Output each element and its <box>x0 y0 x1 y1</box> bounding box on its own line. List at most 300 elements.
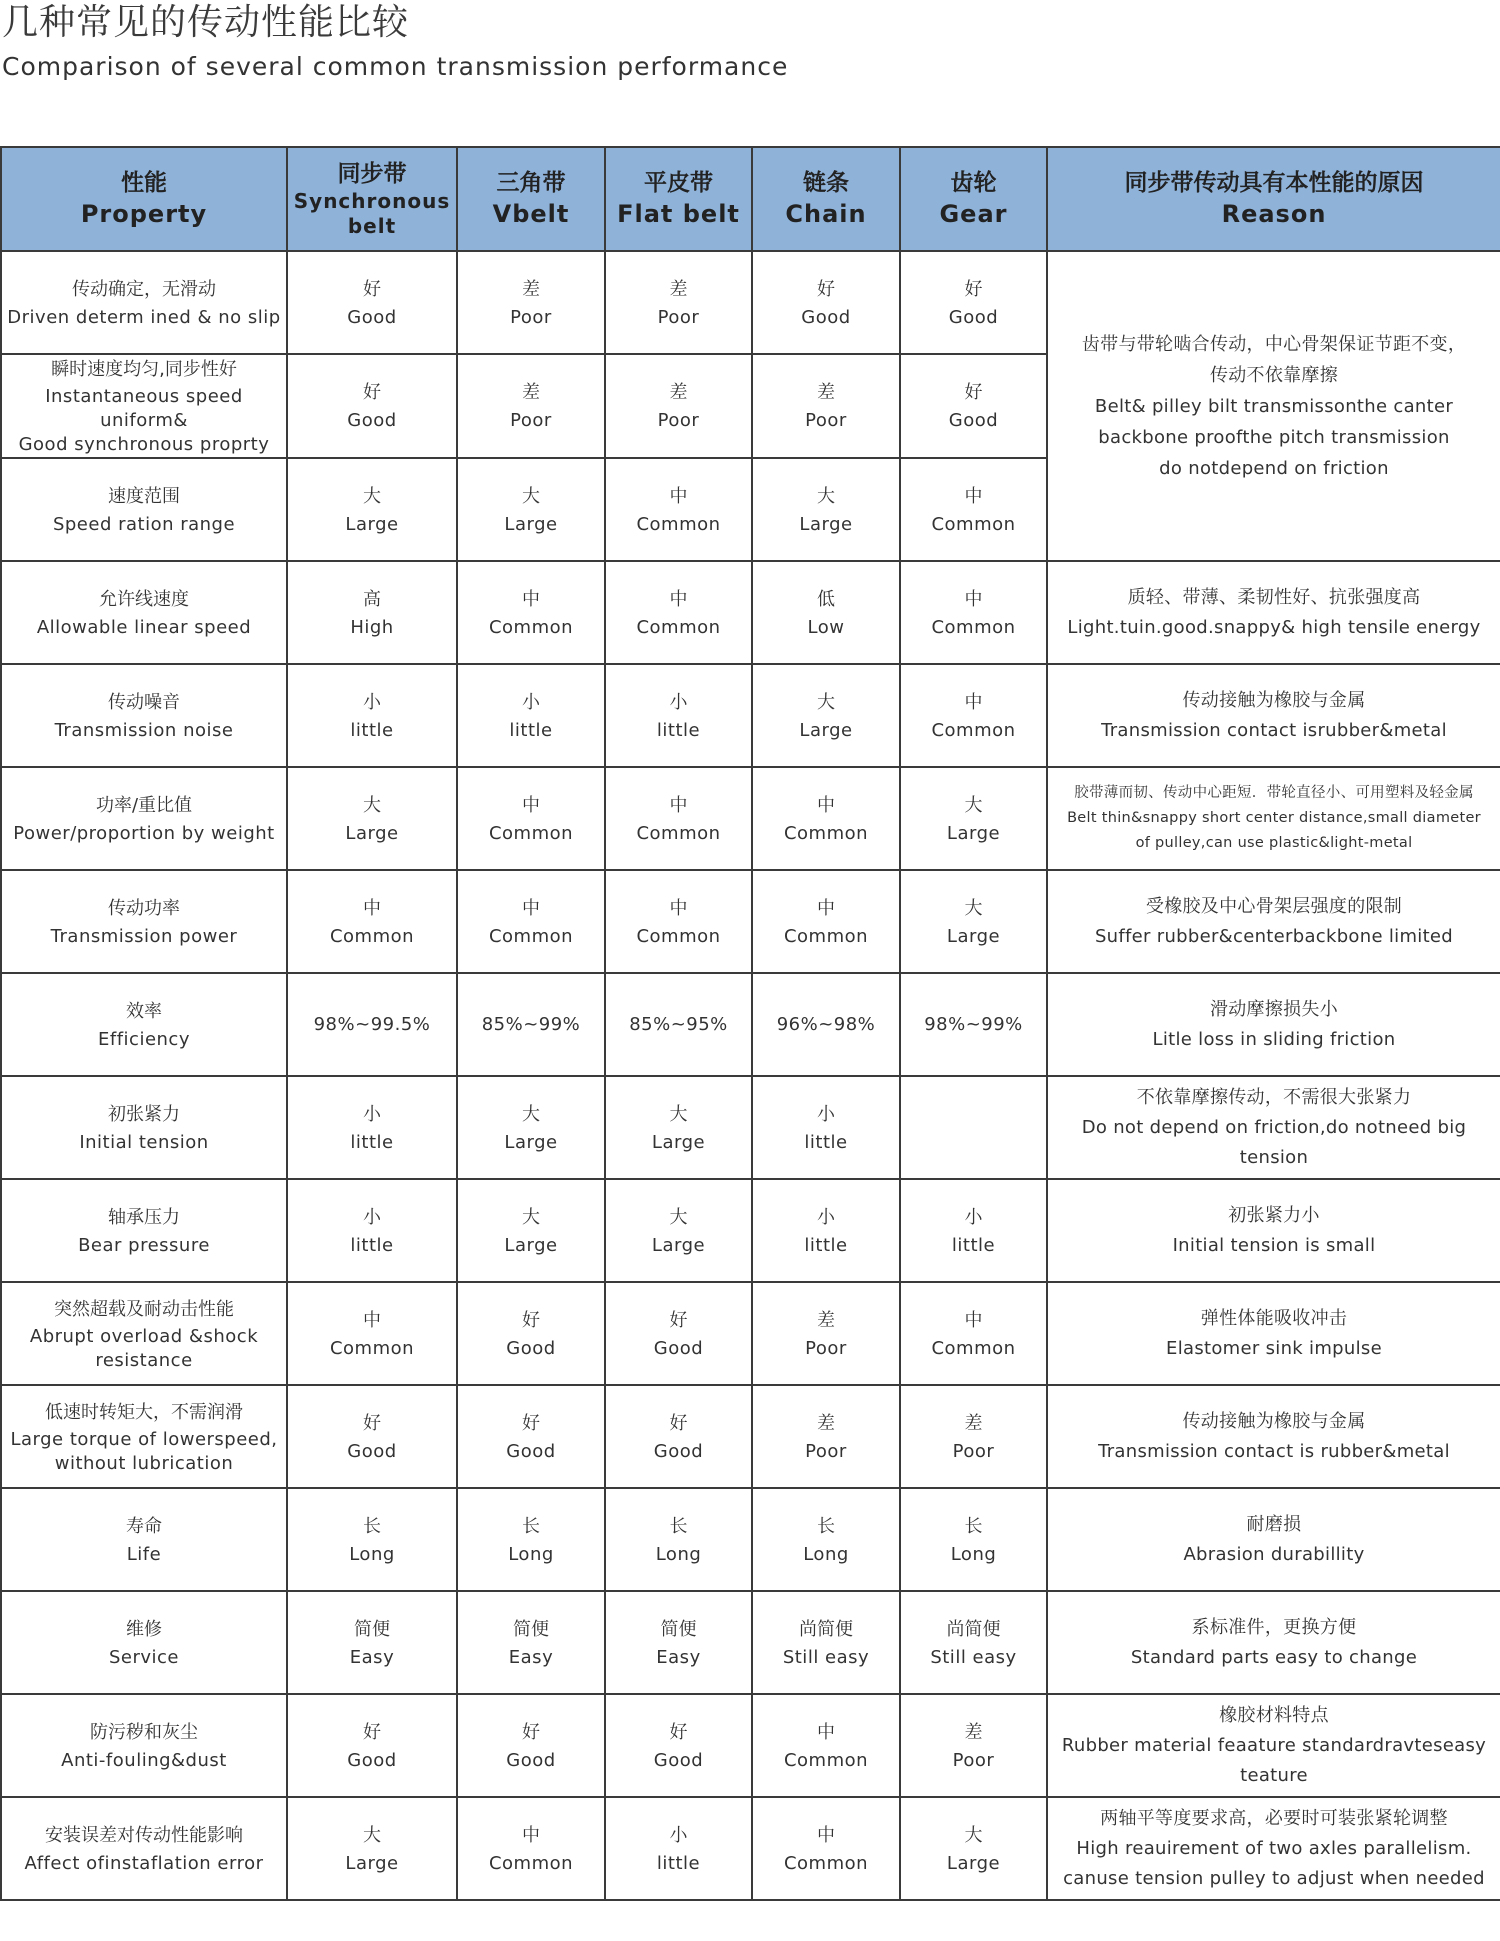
property-label-en: Transmission power <box>50 925 238 947</box>
value-cell-synchronous-belt <box>287 1591 457 1694</box>
value-en: Poor <box>805 410 847 431</box>
reason-line: Light.tuin.good.snappy& high tensile energy <box>1067 616 1481 638</box>
reason-line: Belt& pilley bilt transmissonthe canter <box>1094 395 1454 417</box>
value-cell-synchronous-belt <box>287 1385 457 1488</box>
value-en: Common <box>931 1337 1016 1359</box>
value-cn: 小 <box>522 691 540 713</box>
value-cell-chain <box>752 767 900 870</box>
value-cn: 好 <box>669 1309 688 1331</box>
value-cn: 尚简便 <box>799 1618 853 1640</box>
value-cn: 大 <box>669 1206 688 1228</box>
value-cell-gear <box>900 767 1047 870</box>
property-label-cn: 安装误差对传动性能影响 <box>45 1824 243 1846</box>
value-en: Large <box>345 1852 399 1874</box>
property-label-en: Service <box>108 1646 180 1668</box>
property-cell <box>1 1385 287 1488</box>
value-en: Good <box>653 1749 704 1771</box>
value-en: Good <box>948 306 999 328</box>
value-cell-synchronous-belt <box>287 561 457 664</box>
reason-line: 耐磨损 <box>1246 1513 1302 1535</box>
value-en: Common <box>329 1337 415 1359</box>
value-cell-synchronous-belt <box>287 664 457 767</box>
property-label-en: Instantaneous speed uniform& <box>45 386 243 431</box>
value-cn: 差 <box>669 382 688 403</box>
reason-line: 传动接触为橡胶与金属 <box>1182 1410 1366 1432</box>
value-cn: 小 <box>363 1206 381 1228</box>
value-cell-flat-belt <box>605 1076 752 1179</box>
reason-line: Belt thin&snappy short center distance,small diameter <box>1067 810 1481 826</box>
value-cell-vbelt <box>457 1179 605 1282</box>
header-label-cn: 链条 <box>803 170 849 196</box>
value-en: Common <box>329 925 415 947</box>
value-en: little <box>804 1234 848 1256</box>
property-cell <box>1 664 287 767</box>
table-row <box>1 973 1500 1076</box>
value-cell-chain <box>752 664 900 767</box>
value-cell-gear <box>900 973 1047 1076</box>
header-label-cn: 性能 <box>121 170 167 196</box>
reason-line: Do not depend on friction,do notneed big <box>1081 1116 1467 1138</box>
value-cn: 好 <box>363 1721 381 1743</box>
property-label-en: Speed ration range <box>52 513 236 535</box>
reason-line: teature <box>1240 1764 1308 1786</box>
value-cell-gear <box>900 1179 1047 1282</box>
property-label-en: Abrupt overload &shock <box>29 1325 259 1347</box>
value-cn: 简便 <box>354 1618 390 1640</box>
value-cn: 中 <box>817 794 835 816</box>
table-header-row <box>1 147 1500 251</box>
reason-cell <box>1047 1076 1500 1179</box>
value-cell-vbelt <box>457 973 605 1076</box>
value-cell-flat-belt <box>605 1179 752 1282</box>
value-cell-flat-belt <box>605 1591 752 1694</box>
value-cn: 大 <box>817 485 835 507</box>
property-label-en: Driven determ ined & no slip <box>7 306 281 328</box>
value-en: Common <box>488 925 574 947</box>
property-cell <box>1 1488 287 1591</box>
header-label-cn: 同步带 <box>337 161 407 187</box>
value-cell-chain <box>752 354 900 458</box>
value-cell-gear <box>900 251 1047 354</box>
table-body <box>1 251 1500 1900</box>
value-cell-synchronous-belt <box>287 458 457 561</box>
value-en: little <box>350 719 394 741</box>
value-cn: 差 <box>522 382 540 403</box>
value-cell-gear <box>900 1385 1047 1488</box>
property-label-cn: 防污秽和灰尘 <box>90 1721 198 1743</box>
property-label-en: Large torque of lowerspeed, <box>10 1428 278 1450</box>
value-en: Common <box>636 616 721 638</box>
value-cell-chain <box>752 1797 900 1900</box>
value-en: little <box>350 1234 394 1256</box>
value-cell-vbelt <box>457 664 605 767</box>
header-label-en: Property <box>80 200 208 228</box>
value-en: Good <box>948 410 999 431</box>
value-cn: 大 <box>817 691 835 713</box>
header-label-cn: 平皮带 <box>644 170 713 196</box>
value-en: Good <box>653 1440 704 1462</box>
value-cn: 中 <box>817 897 835 919</box>
reason-line: backbone proofthe pitch transmission <box>1098 426 1450 448</box>
header-label-en: Reason <box>1221 200 1327 228</box>
property-label-cn: 轴承压力 <box>108 1206 180 1228</box>
value-cell-flat-belt <box>605 561 752 664</box>
reason-line: 弹性体能吸收冲击 <box>1200 1307 1348 1329</box>
value-en: 85%~99% <box>481 1013 581 1035</box>
property-label-cn: 传动噪音 <box>108 691 180 713</box>
value-en: Common <box>636 513 721 535</box>
value-en: Common <box>636 925 721 947</box>
value-en: Common <box>783 925 869 947</box>
header-flat-belt <box>605 147 752 251</box>
reason-line: High reauirement of two axles parallelism. <box>1076 1837 1472 1859</box>
reason-cell <box>1047 973 1500 1076</box>
value-cn: 中 <box>964 588 983 610</box>
property-cell <box>1 870 287 973</box>
page-title-en: Comparison of several common transmission performance <box>2 52 789 81</box>
value-cn: 中 <box>817 1721 835 1743</box>
header-property <box>1 147 287 251</box>
value-en: Common <box>636 822 721 844</box>
value-cell-flat-belt <box>605 870 752 973</box>
value-cell-chain <box>752 1694 900 1797</box>
value-en: Common <box>783 1852 869 1874</box>
value-cn: 中 <box>363 897 381 919</box>
reason-line: 两轴平等度要求高，必要时可装张紧轮调整 <box>1100 1807 1448 1829</box>
value-cell-vbelt <box>457 1694 605 1797</box>
value-cell-flat-belt <box>605 1694 752 1797</box>
reason-cell <box>1047 1179 1500 1282</box>
value-cell-chain <box>752 1076 900 1179</box>
value-en: Common <box>783 1749 869 1771</box>
value-en: Good <box>506 1749 556 1771</box>
value-cell-synchronous-belt <box>287 354 457 458</box>
value-cn: 大 <box>522 1103 540 1125</box>
value-cell-synchronous-belt <box>287 1694 457 1797</box>
value-cn: 中 <box>522 897 540 919</box>
property-label-en: Power/proportion by weight <box>13 822 275 844</box>
reason-line: 滑动摩擦损失小 <box>1209 998 1339 1020</box>
value-cell-gear <box>900 1076 1047 1179</box>
value-en: little <box>656 719 701 741</box>
value-cn: 大 <box>363 1824 381 1846</box>
value-en: Large <box>345 513 399 535</box>
table-row <box>1 1385 1500 1488</box>
value-en: Common <box>931 616 1016 638</box>
value-en: 96%~98% <box>776 1013 876 1035</box>
value-en: Large <box>799 719 853 741</box>
value-cn: 好 <box>522 1412 540 1434</box>
property-cell <box>1 1179 287 1282</box>
reason-cell <box>1047 1385 1500 1488</box>
property-label-cn: 效率 <box>126 1000 162 1022</box>
value-cn: 大 <box>964 897 983 919</box>
value-cn: 中 <box>669 588 688 610</box>
reason-line: Rubber material feaature standardravteseasy <box>1061 1734 1487 1756</box>
value-cell-synchronous-belt <box>287 1076 457 1179</box>
value-cn: 好 <box>669 1412 688 1434</box>
property-label-en: Allowable linear speed <box>36 616 252 638</box>
value-cn: 好 <box>522 1309 540 1331</box>
value-en: Large <box>345 822 399 844</box>
reason-line: 受橡胶及中心骨架层强度的限制 <box>1145 895 1403 917</box>
value-cell-vbelt <box>457 354 605 458</box>
property-label-en: Initial tension <box>79 1131 209 1153</box>
value-cn: 中 <box>669 485 688 507</box>
reason-cell <box>1047 1797 1500 1900</box>
value-cell-vbelt <box>457 1488 605 1591</box>
property-cell <box>1 458 287 561</box>
reason-line: tension <box>1239 1146 1309 1168</box>
value-cn: 好 <box>522 1721 540 1743</box>
value-cn: 简便 <box>660 1618 697 1640</box>
value-cell-vbelt <box>457 1282 605 1385</box>
table-row <box>1 1797 1500 1900</box>
value-cn: 好 <box>669 1721 688 1743</box>
value-en: Good <box>506 1440 556 1462</box>
value-en: Easy <box>508 1646 554 1668</box>
value-cell-vbelt <box>457 561 605 664</box>
value-en: Large <box>946 925 1001 947</box>
reason-line: 不依靠摩擦传动，不需很大张紧力 <box>1136 1086 1412 1108</box>
property-label-en: Life <box>126 1543 162 1565</box>
value-en: Still easy <box>782 1646 870 1668</box>
property-cell <box>1 1076 287 1179</box>
value-cn: 中 <box>964 1309 983 1331</box>
reason-line: Initial tension is small <box>1172 1234 1376 1256</box>
value-cn: 长 <box>817 1515 835 1537</box>
value-cell-flat-belt <box>605 767 752 870</box>
reason-line: Elastomer sink impulse <box>1166 1337 1382 1359</box>
value-cn: 中 <box>522 588 540 610</box>
header-label-cn: 三角带 <box>496 170 566 196</box>
value-en: Good <box>506 1337 556 1359</box>
header-label-en: Chain <box>785 200 867 228</box>
value-cn: 中 <box>522 794 540 816</box>
value-cn: 高 <box>363 588 381 610</box>
value-cell-chain <box>752 251 900 354</box>
reason-cell <box>1047 1591 1500 1694</box>
reason-line: Standard parts easy to change <box>1130 1646 1418 1668</box>
value-en: Poor <box>657 410 700 431</box>
value-cn: 大 <box>964 1824 983 1846</box>
value-cn: 好 <box>817 278 835 300</box>
reason-cell <box>1047 664 1500 767</box>
value-cn: 中 <box>669 794 688 816</box>
value-cn: 差 <box>522 278 540 300</box>
value-en: Good <box>347 1440 397 1462</box>
value-en: 98%~99% <box>924 1013 1023 1035</box>
value-en: Large <box>651 1234 706 1256</box>
value-cell-synchronous-belt <box>287 251 457 354</box>
value-en: Poor <box>952 1440 995 1462</box>
value-en: 85%~95% <box>629 1013 728 1035</box>
value-en: Large <box>504 1234 558 1256</box>
table-row <box>1 1179 1500 1282</box>
reason-line: 胶带薄而韧、传动中心距短．带轮直径小、可用塑料及轻金属 <box>1074 785 1474 801</box>
value-en: Poor <box>952 1749 995 1771</box>
value-cell-synchronous-belt <box>287 1179 457 1282</box>
value-cn: 小 <box>669 691 688 713</box>
value-cell-gear <box>900 1797 1047 1900</box>
reason-cell-merged <box>1047 251 1500 561</box>
reason-line: 系标准件，更换方便 <box>1191 1616 1357 1638</box>
reason-cell <box>1047 1488 1500 1591</box>
value-cell-chain <box>752 1591 900 1694</box>
value-cn: 小 <box>363 691 381 713</box>
value-cn: 好 <box>964 382 983 403</box>
reason-cell <box>1047 561 1500 664</box>
property-label-en-line2: Good synchronous proprty <box>18 434 270 455</box>
property-cell <box>1 1591 287 1694</box>
value-cn: 好 <box>363 1412 381 1434</box>
value-cell-gear <box>900 1282 1047 1385</box>
property-label-en-line2: without lubrication <box>54 1452 234 1474</box>
value-cn: 低 <box>817 588 835 610</box>
value-cell-chain <box>752 561 900 664</box>
header-label-en: Synchronous belt <box>293 189 451 238</box>
table-row <box>1 251 1500 354</box>
value-cell-synchronous-belt <box>287 870 457 973</box>
value-cell-gear <box>900 1591 1047 1694</box>
value-en: Low <box>807 616 845 638</box>
reason-line: Suffer rubber&centerbackbone limited <box>1094 925 1454 947</box>
value-en: Long <box>950 1543 997 1565</box>
value-en: Large <box>651 1131 706 1153</box>
value-cn: 差 <box>669 278 688 300</box>
reason-line: 质轻、带薄、柔韧性好、抗张强度高 <box>1127 586 1421 608</box>
value-cell-chain <box>752 973 900 1076</box>
table-row <box>1 561 1500 664</box>
header-vbelt <box>457 147 605 251</box>
value-cn: 大 <box>964 794 983 816</box>
value-cell-gear <box>900 354 1047 458</box>
value-cell-chain <box>752 458 900 561</box>
value-cn: 长 <box>363 1515 381 1537</box>
property-label-cn: 速度范围 <box>108 485 180 507</box>
value-en: little <box>350 1131 394 1153</box>
reason-line: canuse tension pulley to adjust when needed <box>1063 1867 1485 1889</box>
value-cell-flat-belt <box>605 251 752 354</box>
header-chain <box>752 147 900 251</box>
value-en: Long <box>508 1543 554 1565</box>
value-cell-vbelt <box>457 1385 605 1488</box>
value-en: Long <box>655 1543 702 1565</box>
property-label-cn: 低速时转矩大，不需润滑 <box>45 1401 243 1423</box>
comparison-table <box>0 146 1500 1901</box>
property-cell <box>1 1694 287 1797</box>
reason-cell <box>1047 1694 1500 1797</box>
property-label-en: Transmission noise <box>54 719 234 741</box>
value-cn: 差 <box>817 382 835 403</box>
value-en: Common <box>931 513 1016 535</box>
reason-line: 橡胶材料特点 <box>1219 1704 1329 1726</box>
value-en: little <box>804 1131 848 1153</box>
table-row <box>1 1488 1500 1591</box>
property-cell <box>1 1797 287 1900</box>
property-cell <box>1 1282 287 1385</box>
value-cell-flat-belt <box>605 973 752 1076</box>
value-cell-flat-belt <box>605 354 752 458</box>
value-en: little <box>656 1852 701 1874</box>
value-cn: 尚简便 <box>946 1618 1001 1640</box>
value-cn: 小 <box>363 1103 381 1125</box>
value-cell-vbelt <box>457 1797 605 1900</box>
reason-line: 初张紧力小 <box>1228 1204 1320 1226</box>
value-cell-vbelt <box>457 767 605 870</box>
reason-line: Abrasion durabillity <box>1183 1543 1365 1565</box>
reason-line: 齿带与带轮啮合传动，中心骨架保证节距不变， <box>1081 333 1467 355</box>
reason-line: 传动接触为橡胶与金属 <box>1182 689 1366 711</box>
value-en: Poor <box>510 410 552 431</box>
value-en: little <box>951 1234 996 1256</box>
value-en: Good <box>347 306 397 328</box>
property-label-en: Anti-fouling&dust <box>61 1749 227 1771</box>
value-cn: 中 <box>363 1309 381 1331</box>
value-cell-synchronous-belt <box>287 1282 457 1385</box>
value-en: Common <box>488 822 574 844</box>
header-label-cn: 同步带传动具有本性能的原因 <box>1124 170 1424 196</box>
table-row <box>1 767 1500 870</box>
value-cn: 好 <box>363 382 381 403</box>
property-label-en: Efficiency <box>98 1028 190 1050</box>
value-cn: 好 <box>964 278 983 300</box>
value-cell-chain <box>752 1385 900 1488</box>
value-cn: 中 <box>522 1824 540 1846</box>
value-en: Easy <box>656 1646 701 1668</box>
reason-cell <box>1047 1282 1500 1385</box>
value-cell-vbelt <box>457 870 605 973</box>
value-en: Common <box>931 719 1016 741</box>
value-cn: 小 <box>964 1206 983 1228</box>
reason-cell <box>1047 870 1500 973</box>
property-label-cn: 传动功率 <box>108 897 180 919</box>
value-en: Good <box>653 1337 704 1359</box>
value-en: Long <box>349 1543 395 1565</box>
value-en: 98%~99.5% <box>313 1013 431 1035</box>
table-row <box>1 664 1500 767</box>
value-cn: 小 <box>817 1103 835 1125</box>
property-label-en: Affect ofinstaflation error <box>24 1852 264 1874</box>
value-cn: 小 <box>669 1824 688 1846</box>
value-cn: 大 <box>669 1103 688 1125</box>
value-en: little <box>509 719 553 741</box>
value-en: High <box>350 616 394 638</box>
value-cn: 小 <box>817 1206 835 1228</box>
header-label-en: Vbelt <box>492 200 570 228</box>
value-cell-flat-belt <box>605 458 752 561</box>
value-cell-gear <box>900 1488 1047 1591</box>
value-cn: 中 <box>964 691 983 713</box>
reason-line: do notdepend on friction <box>1159 457 1389 479</box>
value-cell-synchronous-belt <box>287 1488 457 1591</box>
value-cell-chain <box>752 870 900 973</box>
property-cell <box>1 354 287 458</box>
reason-line: of pulley,can use plastic&light-metal <box>1135 835 1413 851</box>
reason-line: 传动不依靠摩擦 <box>1209 364 1339 386</box>
value-cell-gear <box>900 664 1047 767</box>
value-cn: 大 <box>522 1206 540 1228</box>
header-synchronous-belt <box>287 147 457 251</box>
header-label-cn: 齿轮 <box>950 170 997 196</box>
value-cn: 中 <box>817 1824 835 1846</box>
value-cn: 中 <box>964 485 983 507</box>
property-cell <box>1 767 287 870</box>
property-label-cn: 功率/重比值 <box>95 794 193 816</box>
value-cn: 大 <box>522 485 540 507</box>
value-cn: 简便 <box>513 1618 549 1640</box>
value-en: Still easy <box>930 1646 1017 1668</box>
